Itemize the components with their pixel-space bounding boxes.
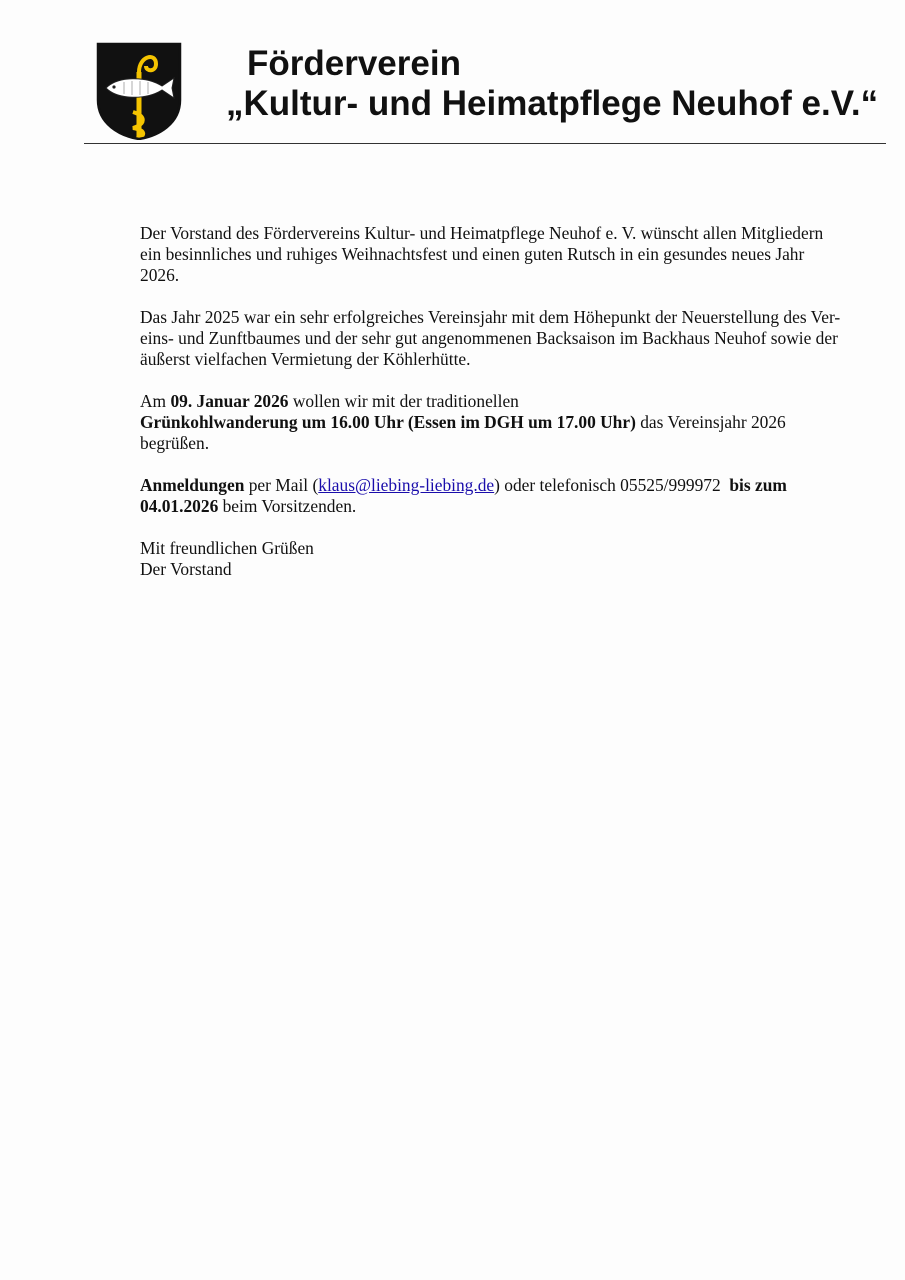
text-fragment: wollen wir mit der traditionellen	[288, 391, 519, 411]
deadline-label: bis zum	[729, 475, 787, 495]
event-time: Grünkohlwanderung um 16.00 Uhr (Essen im DGH um 17.00 Uhr)	[140, 412, 636, 432]
event-paragraph	[140, 391, 885, 454]
text-fragment: das Vereinsjahr 2026	[635, 412, 786, 432]
text-line: ein besinnliches und ruhiges Weihnachtsfest und einen guten Rutsch in ein gesundes neues Jahr	[140, 244, 805, 264]
text-line	[140, 391, 885, 412]
text-line: Der Vorstand des Fördervereins Kultur- und Heimatpflege Neuhof e. V. wünscht allen Mitgliedern	[140, 223, 824, 243]
closing-text: Mit freundlichen Grüßen	[140, 538, 314, 558]
text-line: begrüßen.	[140, 433, 210, 453]
header-divider	[84, 143, 886, 144]
greeting-paragraph	[140, 223, 885, 286]
text-fragment: beim Vorsitzenden.	[218, 496, 357, 516]
text-line: Das Jahr 2025 war ein sehr erfolgreiches Vereinsjahr mit dem Höhepunkt der Neuerstellung des Ver-	[140, 307, 841, 327]
text-fragment: Am	[140, 391, 171, 411]
text-line	[140, 412, 885, 433]
event-date: 09. Januar 2026	[170, 391, 289, 411]
text-line	[140, 475, 885, 496]
registration-paragraph	[140, 475, 885, 517]
review-paragraph	[140, 307, 885, 370]
text-line: 2026.	[140, 265, 180, 285]
text-line	[140, 496, 885, 517]
closing-block	[140, 538, 885, 580]
header-title-line2: „Kultur- und Heimatpflege Neuhof e.V.“	[226, 84, 879, 123]
deadline-date: 04.01.2026	[140, 496, 219, 516]
email-link[interactable]: klaus@liebing-liebing.de	[318, 475, 495, 495]
coat-of-arms-icon	[96, 42, 182, 140]
text-fragment: per Mail (	[244, 475, 319, 495]
registration-label: Anmeldungen	[140, 475, 245, 495]
text-line: eins- und Zunftbaumes und der sehr gut angenommenen Backsaison im Backhaus Neuhof sowie der	[140, 328, 838, 348]
letter-body	[140, 223, 885, 601]
text-line: äußerst vielfachen Vermietung der Köhlerhütte.	[140, 349, 471, 369]
signature-text: Der Vorstand	[140, 559, 232, 579]
text-fragment: ) oder telefonisch 05525/999972	[494, 475, 730, 495]
header-title-line1: Förderverein	[247, 44, 461, 83]
